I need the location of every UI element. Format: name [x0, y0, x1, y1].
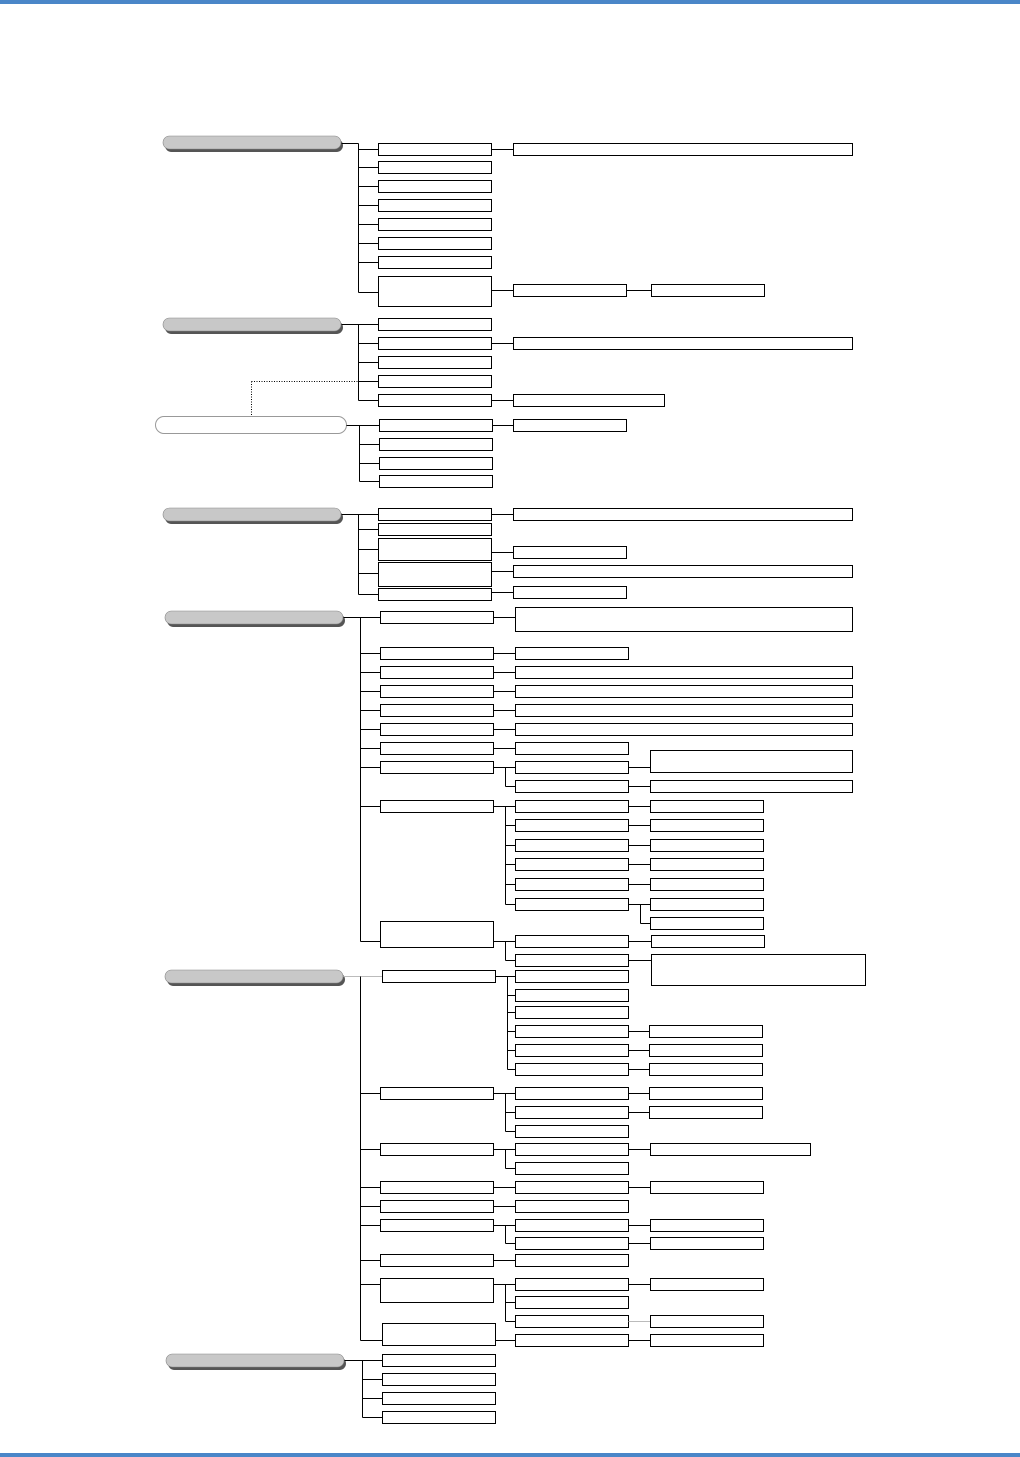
menu-item-box [379, 144, 492, 156]
menu-item-box [516, 667, 853, 679]
menu-item-box [651, 1220, 764, 1232]
menu-item-box [383, 971, 496, 983]
menu-item-box [516, 1126, 629, 1138]
menu-item-box [514, 547, 627, 559]
menu-item-box [651, 751, 853, 773]
menu-item-box [651, 801, 764, 813]
menu-item-box [379, 589, 492, 601]
menu-item-box [380, 420, 493, 432]
menu-item-box [383, 1393, 496, 1405]
section-header-pill [163, 508, 341, 521]
menu-item-box [381, 612, 494, 624]
menu-item-box [516, 1026, 629, 1038]
menu-item-box [381, 762, 494, 774]
menu-item-box [514, 144, 853, 156]
menu-item-box [651, 879, 764, 891]
menu-item-box [651, 1279, 764, 1291]
menu-item-box [516, 899, 629, 911]
menu-item-box [651, 781, 853, 793]
menu-item-box [383, 1412, 496, 1424]
menu-item-box [516, 971, 629, 983]
menu-item-box [516, 1144, 629, 1156]
menu-item-box [383, 1374, 496, 1386]
menu-item-box [516, 608, 853, 632]
menu-item-box [379, 395, 492, 407]
menu-item-box [379, 357, 492, 369]
menu-item-box [651, 859, 764, 871]
menu-item-box [650, 1045, 763, 1057]
menu-item-box [380, 476, 493, 488]
menu-item-box [381, 1088, 494, 1100]
menu-item-box [516, 1220, 629, 1232]
menu-item-box [379, 181, 492, 193]
menu-item-box [516, 820, 629, 832]
menu-item-box [383, 1324, 496, 1346]
menu-item-box [379, 200, 492, 212]
menu-item-box [514, 420, 627, 432]
menu-item-box [516, 1064, 629, 1076]
menu-item-box [516, 743, 629, 755]
menu-item-box [651, 1238, 764, 1250]
menu-item-box [380, 439, 493, 451]
menu-item-box [381, 922, 494, 948]
menu-item-box [651, 1335, 764, 1347]
menu-item-box [514, 285, 627, 297]
menu-item-box [514, 395, 665, 407]
menu-item-box [652, 285, 765, 297]
section-header-pill [163, 136, 341, 149]
menu-item-box [516, 724, 853, 736]
menu-item-box [516, 879, 629, 891]
menu-item-box [381, 686, 494, 698]
menu-item-box [516, 762, 629, 774]
menu-item-box [516, 1297, 629, 1309]
menu-item-box [379, 563, 492, 587]
menu-item-box [516, 801, 629, 813]
menu-item-box [381, 667, 494, 679]
menu-item-box [379, 376, 492, 388]
menu-item-box [381, 801, 494, 813]
menu-item-box [379, 539, 492, 561]
menu-item-box [651, 840, 764, 852]
menu-item-box [650, 1107, 763, 1119]
menu-item-box [516, 648, 629, 660]
menu-item-box [379, 319, 492, 331]
section-header-pill [165, 970, 343, 983]
menu-item-box [379, 509, 492, 521]
menu-item-box [381, 1144, 494, 1156]
menu-item-box [514, 509, 853, 521]
menu-item-box [381, 1255, 494, 1267]
menu-item-box [516, 1088, 629, 1100]
menu-item-box [379, 338, 492, 350]
menu-item-box [381, 705, 494, 717]
menu-item-box [651, 1316, 764, 1328]
menu-item-box [516, 686, 853, 698]
menu-item-box [516, 840, 629, 852]
menu-item-box [381, 1201, 494, 1213]
menu-item-box [379, 219, 492, 231]
menu-item-box [516, 1316, 629, 1328]
menu-item-box [650, 1026, 763, 1038]
menu-item-box [379, 524, 492, 536]
menu-item-box [516, 1255, 629, 1267]
menu-item-box [516, 1163, 629, 1175]
menu-item-box [516, 990, 629, 1002]
menu-item-box [652, 936, 765, 948]
menu-item-box [650, 1064, 763, 1076]
menu-item-box [514, 566, 853, 578]
menu-item-box [516, 936, 629, 948]
section-header-pill [165, 611, 343, 624]
menu-item-box [651, 1182, 764, 1194]
menu-item-box [381, 648, 494, 660]
menu-item-box [651, 1144, 811, 1156]
menu-item-box [650, 1088, 763, 1100]
menu-item-box [380, 458, 493, 470]
menu-item-box [514, 587, 627, 599]
menu-item-box [516, 1182, 629, 1194]
section-header-pill [166, 1354, 344, 1367]
menu-item-box [516, 1335, 629, 1347]
section-header-pill [163, 318, 341, 331]
menu-item-box [379, 277, 492, 307]
menu-item-box [651, 820, 764, 832]
menu-item-box [516, 781, 629, 793]
menu-item-box [381, 1182, 494, 1194]
menu-item-box [652, 955, 866, 986]
menu-item-box [516, 1279, 629, 1291]
menu-item-box [516, 859, 629, 871]
menu-item-box [379, 257, 492, 269]
menu-item-box [516, 1045, 629, 1057]
menu-item-box [516, 705, 853, 717]
menu-item-box [514, 338, 853, 350]
menu-item-box [381, 1279, 494, 1303]
menu-item-box [379, 162, 492, 174]
section-header-outline [156, 417, 347, 434]
menu-item-box [651, 899, 764, 911]
menu-item-box [383, 1355, 496, 1367]
menu-item-box [381, 1220, 494, 1232]
menu-item-box [516, 1238, 629, 1250]
menu-item-box [516, 1201, 629, 1213]
menu-item-box [516, 955, 629, 967]
menu-item-box [381, 743, 494, 755]
menu-item-box [379, 238, 492, 250]
menu-item-box [381, 724, 494, 736]
menu-item-box [516, 1107, 629, 1119]
menu-item-box [651, 918, 764, 930]
menu-item-box [516, 1007, 629, 1019]
